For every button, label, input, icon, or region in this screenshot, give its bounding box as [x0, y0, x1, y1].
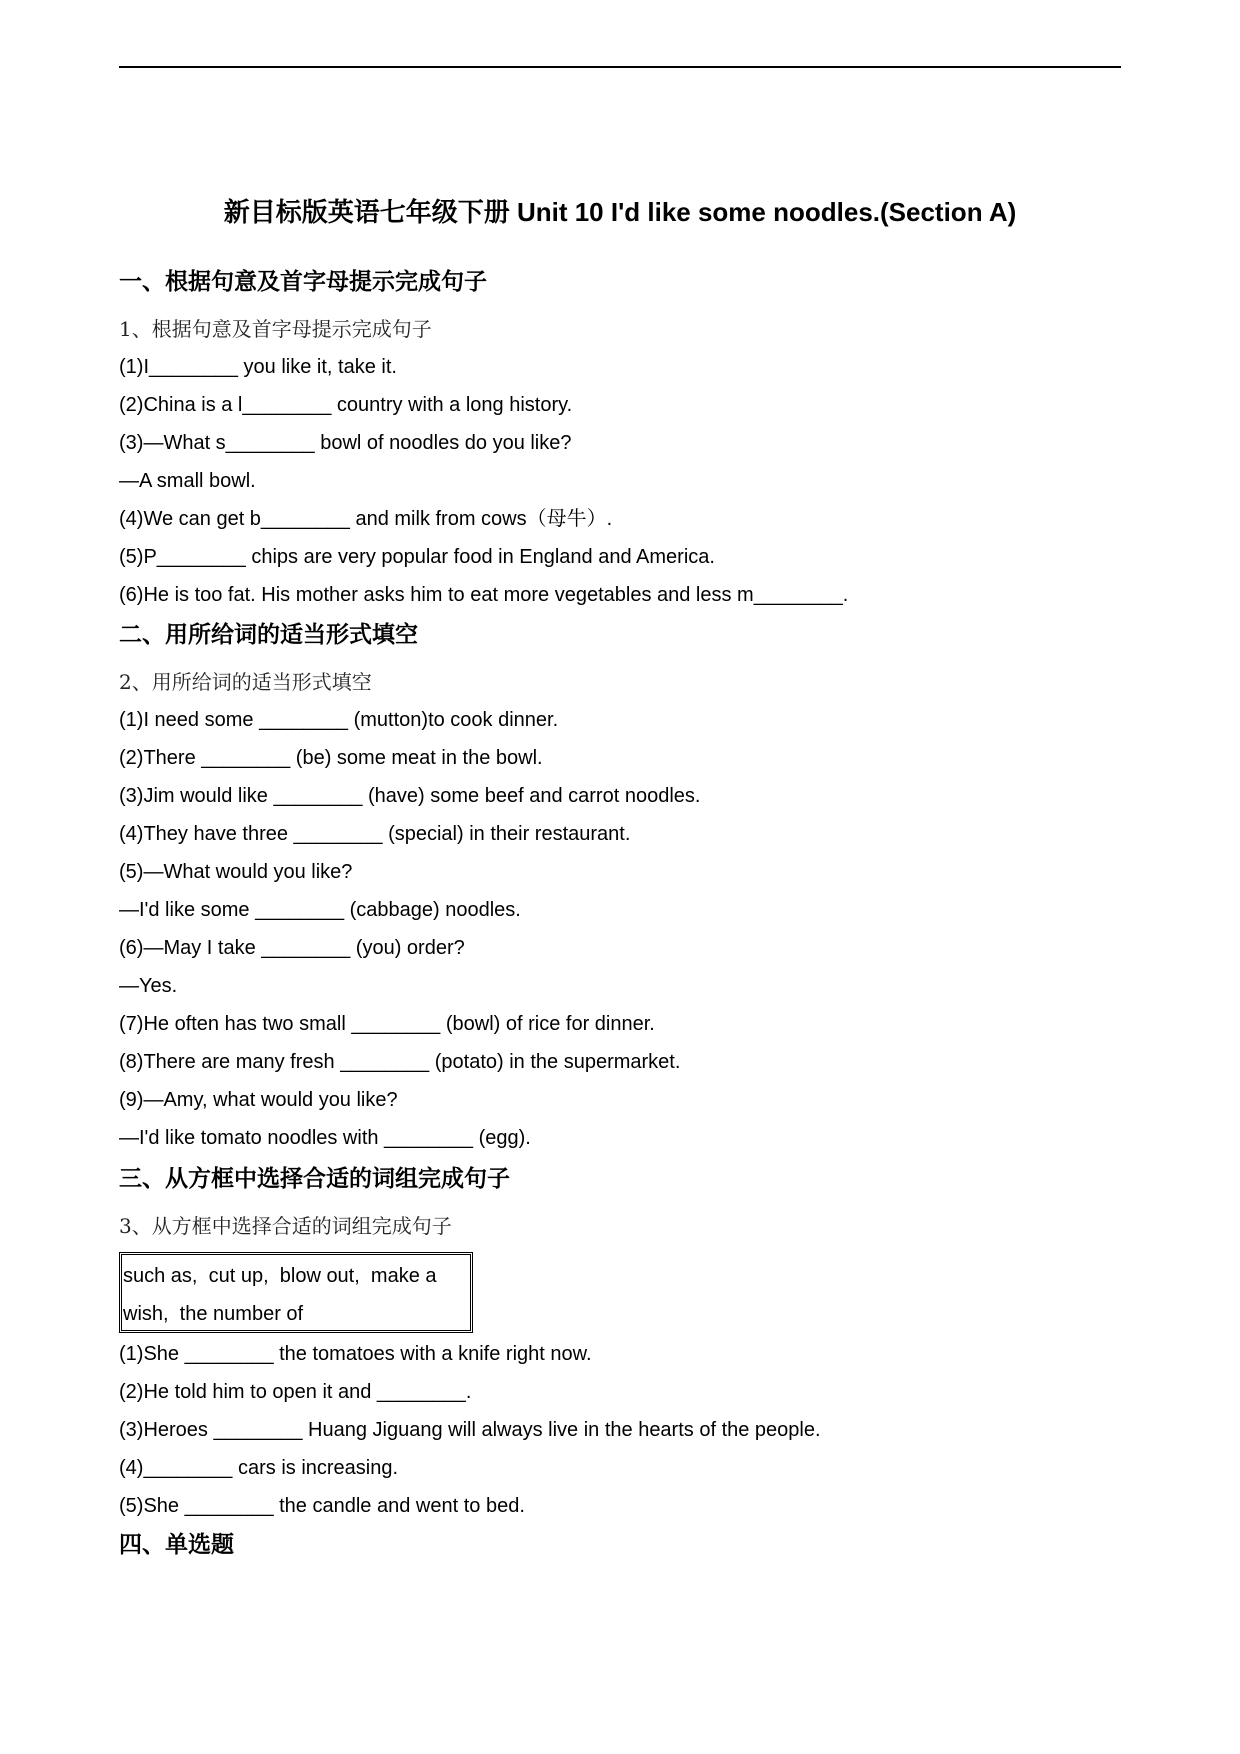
section-3-item-1: (1)She ________ the tomatoes with a knife right now. — [119, 1343, 592, 1365]
header-rule — [119, 66, 1121, 68]
section-2-item-6: (6)—May I take ________ (you) order? — [119, 937, 465, 959]
section-2-subheading: 2、用所给词的适当形式填空 — [119, 670, 372, 694]
section-1-item-3-answer: —A small bowl. — [119, 470, 256, 492]
section-2-item-9: (9)—Amy, what would you like? — [119, 1089, 398, 1111]
section-1-heading: 一、根据句意及首字母提示完成句子 — [119, 268, 487, 294]
section-3-heading: 三、从方框中选择合适的词组完成句子 — [119, 1165, 510, 1191]
word-bank-line-2: wish, the number of — [123, 1303, 304, 1325]
section-2-item-3: (3)Jim would like ________ (have) some beef and carrot noodles. — [119, 785, 701, 807]
section-2-item-5: (5)—What would you like? — [119, 861, 353, 883]
section-2-item-9-answer: —I'd like tomato noodles with ________ (egg). — [119, 1127, 531, 1149]
section-1-subheading: 1、根据句意及首字母提示完成句子 — [119, 317, 432, 341]
section-1-item-5: (5)P________ chips are very popular food in England and America. — [119, 546, 715, 568]
section-1-item-6: (6)He is too fat. His mother asks him to eat more vegetables and less m________. — [119, 584, 849, 606]
section-2-item-7: (7)He often has two small ________ (bowl) of rice for dinner. — [119, 1013, 655, 1035]
section-2-item-2: (2)There ________ (be) some meat in the bowl. — [119, 747, 543, 769]
section-2-item-5-answer: —I'd like some ________ (cabbage) noodles. — [119, 899, 521, 921]
section-2-heading: 二、用所给词的适当形式填空 — [119, 621, 418, 647]
section-2-item-1: (1)I need some ________ (mutton)to cook dinner. — [119, 709, 559, 731]
word-bank-line-1: such as, cut up, blow out, make a — [123, 1265, 437, 1287]
section-3-subheading: 3、从方框中选择合适的词组完成句子 — [119, 1214, 452, 1238]
section-3-item-3: (3)Heroes ________ Huang Jiguang will always live in the hearts of the people. — [119, 1419, 821, 1441]
section-3-item-5: (5)She ________ the candle and went to bed. — [119, 1495, 525, 1517]
section-3-item-4: (4)________ cars is increasing. — [119, 1457, 399, 1479]
section-1-item-4: (4)We can get b________ and milk from cows（母牛）. — [119, 508, 613, 530]
word-bank-box — [119, 1252, 473, 1333]
section-1-item-3: (3)—What s________ bowl of noodles do you like? — [119, 432, 572, 454]
section-1-item-2: (2)China is a l________ country with a long history. — [119, 394, 573, 416]
section-4-heading: 四、单选题 — [119, 1531, 234, 1557]
section-3-item-2: (2)He told him to open it and ________. — [119, 1381, 472, 1403]
page-title: 新目标版英语七年级下册 Unit 10 I'd like some noodles.(Section A) — [223, 197, 1017, 227]
section-1-item-1: (1)I________ you like it, take it. — [119, 356, 397, 378]
section-2-item-8: (8)There are many fresh ________ (potato) in the supermarket. — [119, 1051, 681, 1073]
section-2-item-4: (4)They have three ________ (special) in their restaurant. — [119, 823, 631, 845]
section-2-item-6-answer: —Yes. — [119, 975, 178, 997]
